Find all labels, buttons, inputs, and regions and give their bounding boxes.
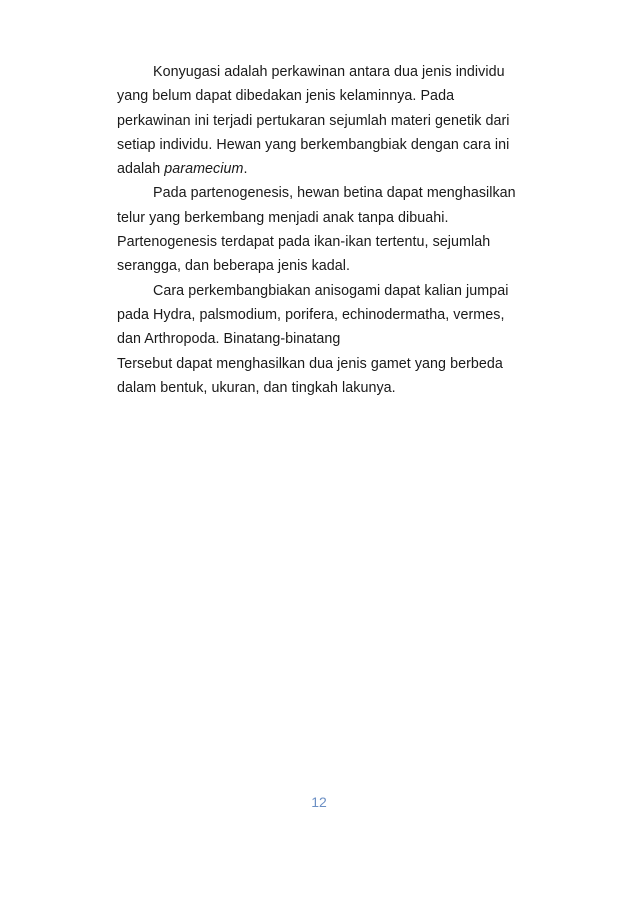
text-fragment: . (243, 161, 248, 178)
text-line: dan Arthropoda. Binatang-binatang (117, 331, 341, 348)
text-line: Pada partenogenesis, hewan betina dapat menghasilkan (153, 185, 516, 202)
text-line: perkawinan ini terjadi pertukaran sejumlah materi genetik dari (117, 112, 510, 129)
body-text (117, 60, 547, 400)
text-line: Partenogenesis terdapat pada ikan-ikan tertentu, sejumlah (117, 234, 491, 251)
text-line: yang belum dapat dibedakan jenis kelaminnya. Pada (117, 88, 455, 105)
text-line (117, 157, 547, 181)
text-line: serangga, dan beberapa jenis kadal. (117, 258, 351, 275)
text-fragment: adalah (117, 161, 165, 178)
text-line: dalam bentuk, ukuran, dan tingkah lakunya. (117, 379, 396, 396)
text-line: Tersebut dapat menghasilkan dua jenis gamet yang berbeda (117, 355, 503, 372)
page-number: 12 (311, 794, 327, 810)
text-line: setiap individu. Hewan yang berkembangbiak dengan cara ini (117, 136, 510, 153)
text-line: telur yang berkembang menjadi anak tanpa dibuahi. (117, 209, 449, 226)
italic-term: paramecium (164, 161, 244, 178)
text-line: Konyugasi adalah perkawinan antara dua jenis individu (153, 64, 505, 80)
text-line: pada Hydra, palsmodium, porifera, echinodermatha, vermes, (117, 306, 505, 323)
text-line: Cara perkembangbiakan anisogami dapat kalian jumpai (153, 282, 509, 299)
